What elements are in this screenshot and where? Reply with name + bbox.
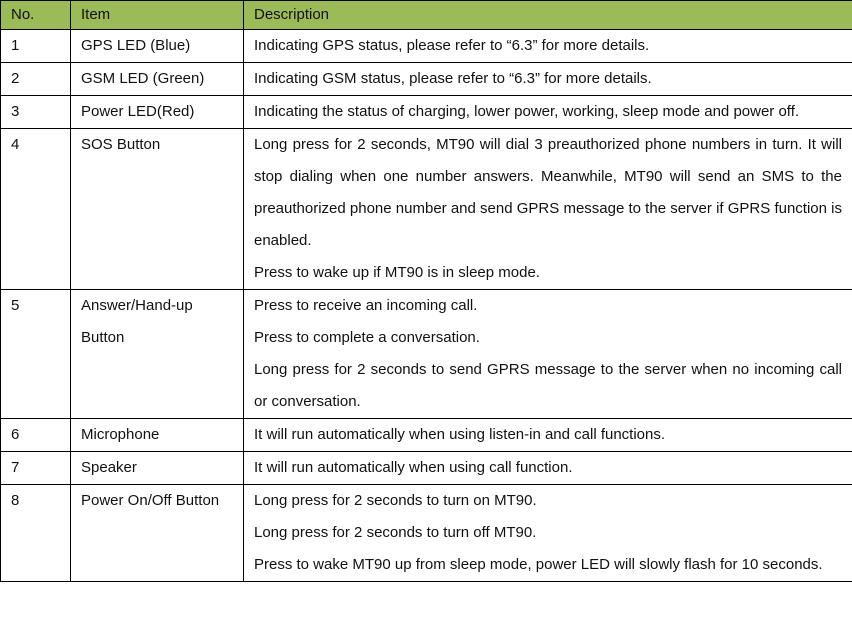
description-paragraph: Long press for 2 seconds to send GPRS message to the server when no incoming call or conversation. — [254, 361, 842, 410]
header-no: No. — [1, 1, 71, 30]
description-paragraph: It will run automatically when using listen-in and call functions. — [254, 426, 666, 443]
row-description — [244, 290, 852, 419]
row-description — [244, 129, 852, 290]
row-item — [71, 452, 244, 485]
row-description — [244, 419, 852, 452]
header-description: Description — [244, 1, 852, 30]
item-line: Answer/Hand-up — [81, 297, 193, 314]
description-paragraph: Indicating the status of charging, lower power, working, sleep mode and power off. — [254, 103, 800, 120]
item-line: SOS Button — [81, 136, 161, 153]
item-line: Button — [81, 329, 125, 346]
row-number: 8 — [1, 485, 71, 582]
row-item — [71, 419, 244, 452]
table-row — [1, 419, 852, 452]
item-line: Speaker — [81, 459, 137, 476]
description-paragraph: Long press for 2 seconds, MT90 will dial 3 preauthorized phone numbers in turn. It will stop dialing when one number answers. Meanwhile, MT90 will send an SMS to the preauthorized phone number and send GPRS message to the server if GPRS function is enabled. — [254, 136, 842, 249]
item-line: Power On/Off Button — [81, 492, 220, 509]
item-line: GPS LED (Blue) — [81, 37, 191, 54]
row-number: 7 — [1, 452, 71, 485]
description-paragraph: Long press for 2 seconds to turn on MT90. — [254, 492, 537, 509]
row-description — [244, 63, 852, 96]
row-number: 1 — [1, 30, 71, 63]
row-number: 4 — [1, 129, 71, 290]
description-paragraph: Indicating GPS status, please refer to “6.3” for more details. — [254, 37, 650, 54]
row-item — [71, 96, 244, 129]
table-row — [1, 30, 852, 63]
row-description — [244, 485, 852, 582]
row-description — [244, 96, 852, 129]
description-paragraph: It will run automatically when using call function. — [254, 459, 573, 476]
description-paragraph: Press to receive an incoming call. — [254, 297, 478, 314]
table-row — [1, 129, 852, 290]
description-paragraph: Indicating GSM status, please refer to “6.3” for more details. — [254, 70, 652, 87]
table-body — [1, 30, 852, 582]
item-line: GSM LED (Green) — [81, 70, 205, 87]
row-description — [244, 30, 852, 63]
description-paragraph: Press to wake up if MT90 is in sleep mode. — [254, 264, 540, 281]
row-number: 6 — [1, 419, 71, 452]
header-item: Item — [71, 1, 244, 30]
table-row — [1, 63, 852, 96]
row-item — [71, 129, 244, 290]
row-description — [244, 452, 852, 485]
table-row — [1, 452, 852, 485]
row-item — [71, 485, 244, 582]
row-number: 3 — [1, 96, 71, 129]
table-row — [1, 96, 852, 129]
row-number: 2 — [1, 63, 71, 96]
description-paragraph: Press to wake MT90 up from sleep mode, power LED will slowly flash for 10 seconds. — [254, 556, 823, 573]
row-item — [71, 63, 244, 96]
row-number: 5 — [1, 290, 71, 419]
item-line: Microphone — [81, 426, 160, 443]
row-item — [71, 30, 244, 63]
header-row — [1, 1, 852, 30]
row-item — [71, 290, 244, 419]
table-row — [1, 485, 852, 582]
table-row — [1, 290, 852, 419]
description-paragraph: Press to complete a conversation. — [254, 329, 480, 346]
item-line: Power LED(Red) — [81, 103, 195, 120]
description-paragraph: Long press for 2 seconds to turn off MT90. — [254, 524, 537, 541]
